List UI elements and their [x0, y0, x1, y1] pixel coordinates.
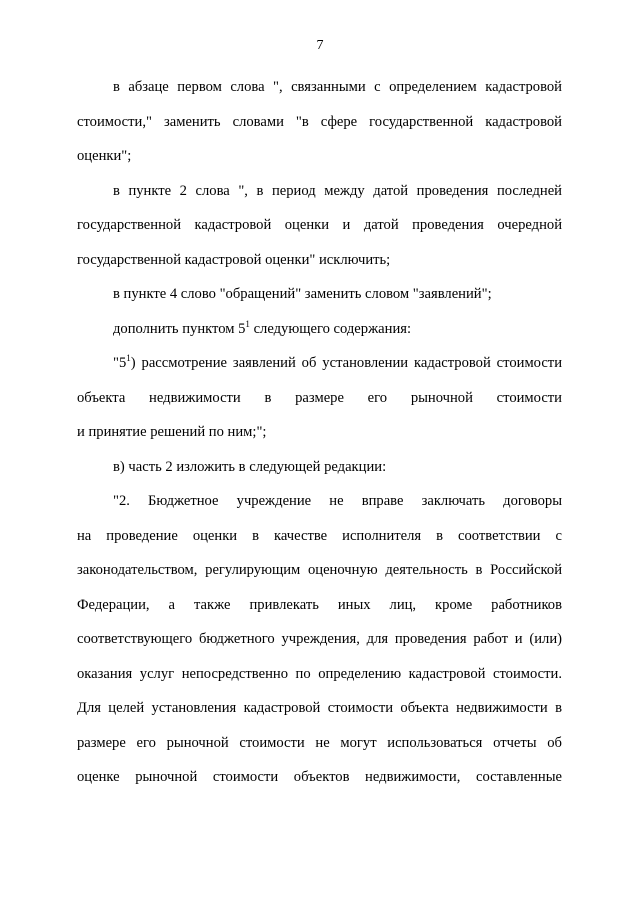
text-line [77, 346, 562, 381]
text-line: в абзаце первом слова ", связанными с определением кадастровой [113, 79, 562, 95]
text-line: законодательством, регулирующим оценочную деятельность в Российской [77, 562, 562, 578]
text-line: на проведение оценки в качестве исполнителя в соответствии с [77, 527, 562, 544]
text-line: стоимости," заменить словами "в сфере государственной кадастровой [77, 113, 562, 130]
text-line: государственной кадастровой оценки и датой проведения очередной [77, 217, 562, 233]
text-line [77, 312, 562, 347]
line-text-start: "5 [113, 355, 127, 371]
document-body [77, 70, 562, 795]
line-text-end: ) рассмотрение заявлений об установлении кадастровой стоимости [130, 355, 562, 371]
text-line: "2. Бюджетное учреждение не вправе заключать договоры [113, 493, 562, 509]
text-line: в пункте 2 слова ", в период между датой проведения последней [113, 182, 562, 199]
text-line: оценке рыночной стоимости объектов недвижимости, составленные [77, 769, 562, 785]
text-line: размере его рыночной стоимости не могут использоваться отчеты об [77, 734, 562, 751]
text-line: и принятие решений по ним;"; [77, 424, 267, 440]
superscript: 1 [126, 353, 131, 363]
line-text-end: следующего содержания: [249, 320, 412, 337]
text-line: объекта недвижимости в размере его рыночной стоимости [77, 389, 562, 406]
text-line: соответствующего бюджетного учреждения, для проведения работ и (или) [77, 631, 562, 647]
text-line: государственной кадастровой оценки" исключить; [77, 251, 391, 268]
text-line: в) часть 2 изложить в следующей редакции: [113, 458, 387, 475]
superscript: 1 [245, 318, 250, 329]
text-line: оценки"; [77, 148, 132, 164]
text-line: в пункте 4 слово "обращений" заменить словом "заявлений"; [113, 286, 492, 302]
text-line: Федерации, а также привлекать иных лиц, кроме работников [77, 596, 562, 613]
page-number: 7 [316, 38, 324, 53]
line-text-start: дополнить пунктом 5 [113, 320, 246, 337]
text-line: оказания услуг непосредственно по определению кадастровой стоимости. [77, 665, 562, 682]
text-line: Для целей установления кадастровой стоимости объекта недвижимости в [77, 700, 562, 716]
